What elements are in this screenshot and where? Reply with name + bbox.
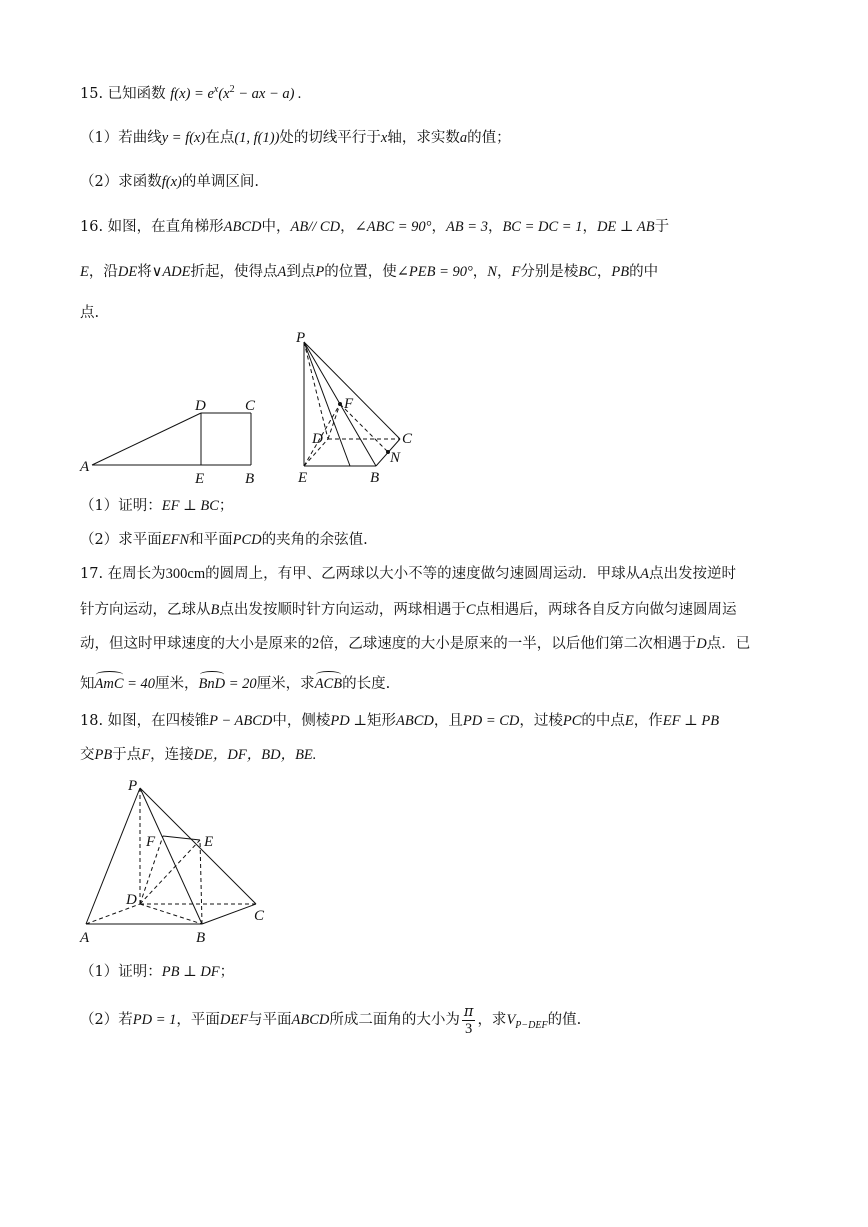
pi-over-3-fraction: $\frac{\pi}{3}$ [463, 1003, 474, 1037]
label-C: C [245, 398, 256, 414]
q15-stem: 15. 已知函数 $f(x) = e^x(x^2$ − ax − a) . [80, 84, 302, 102]
label-B: B [370, 470, 380, 486]
q17-line4: 知AmC = 40厘米，BnD = 20厘米，求ACB的长度. [80, 676, 391, 692]
q18-line1: 18. 如图，在四棱锥P − ABCD中，侧棱PD ⊥矩形ABCD，且PD = CD，过棱PC的中点E，作EF ⊥ PB [80, 713, 720, 729]
label-D: D [126, 892, 137, 908]
q18-part2: （2）若PD = 1，平面DEF与平面ABCD所成二面角的大小为 $\frac{\pi}{3}$ ，求$V_{P-DEF}$的值. [80, 1003, 582, 1037]
q15-part2: （2）求函数f(x)的单调区间. [80, 174, 259, 190]
q16-stem-line2: E，沿DE将∨ADE折起，使得点A到点P的位置，使∠PEB = 90°，N，F分别是棱BC，PB的中 [80, 264, 659, 280]
q18-part1: （1）证明：PB ⊥ DF； [80, 964, 235, 980]
label-F: F [344, 396, 354, 412]
label-D: D [195, 398, 206, 414]
label-E: E [195, 471, 205, 487]
label-E: E [298, 470, 308, 486]
q18-line2: 交PB于点F，连接DE，DF，BD，BE. [80, 747, 317, 763]
q15-part1: （1）若曲线y = f(x)在点(1, f(1))处的切线平行于x轴，求实数a的值； [80, 130, 511, 146]
label-F: F [146, 834, 156, 850]
q16-part2: （2）求平面EFN和平面PCD的夹角的余弦值. [80, 532, 368, 548]
label-D: D [312, 431, 323, 447]
label-B: B [245, 471, 255, 487]
q17-line3: 动，但这时甲球速度的大小是原来的2倍，乙球速度的大小是原来的一半，以后他们第二次相遇于D点．已 [80, 636, 751, 652]
q16-stem-line1: 16. 如图，在直角梯形ABCD中，AB// CD，∠ABC = 90°，AB = 3，BC = DC = 1，DE ⊥ AB于 [80, 219, 670, 235]
label-B: B [196, 930, 206, 946]
label-C: C [254, 908, 265, 924]
q18-figure-pyramid [78, 776, 278, 946]
label-C: C [402, 431, 413, 447]
q16-part1: （1）证明：EF ⊥ BC； [80, 498, 234, 514]
label-A: A [80, 459, 90, 475]
q16-figure-pyramid [292, 330, 432, 490]
q16-stem-line3: 点. [80, 305, 100, 321]
q17-line2: 针方向运动，乙球从B点出发按顺时针方向运动，两球相遇于C点相遇后，两球各自反方向做匀速圆周运 [80, 602, 737, 618]
label-E: E [204, 834, 214, 850]
q16-figure-trapezoid [78, 395, 278, 490]
label-N: N [390, 450, 401, 466]
label-P: P [296, 330, 306, 346]
label-A: A [80, 930, 90, 946]
q17-line1: 17. 在周长为300cm的圆周上，有甲、乙两球以大小不等的速度做匀速圆周运动．甲球从A点出发按逆时 [80, 566, 736, 582]
label-P: P [128, 778, 138, 794]
